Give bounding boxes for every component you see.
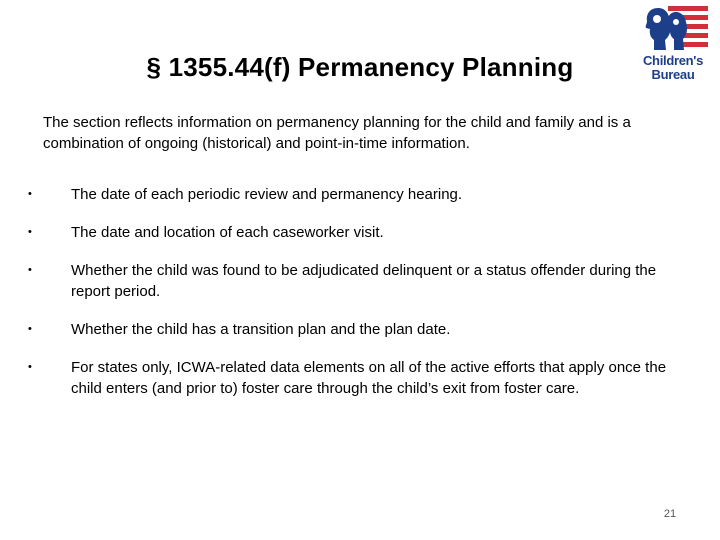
logo-emblem-icon (632, 2, 714, 54)
childrens-bureau-logo (632, 2, 714, 86)
bullet-text: Whether the child has a transition plan and the plan date. (71, 321, 451, 338)
bullet-text: The date and location of each caseworker visit. (71, 224, 384, 241)
bullet-text: For states only, ICWA-related data elements on all of the active efforts that apply once the child enters (and prior to) foster care through the child’s exit from foster care. (71, 359, 667, 397)
list-item (28, 319, 688, 340)
logo-text-line2: Bureau (651, 67, 695, 82)
page-number: 21 (663, 508, 677, 520)
bullet-text: The date of each periodic review and permanency hearing. (71, 186, 463, 203)
slide-title-text: § 1355.44(f) Permanency Planning (146, 52, 574, 82)
logo-text-line1: Children's (642, 53, 704, 68)
bullet-marker: • (28, 188, 32, 200)
bullet-marker: • (28, 323, 32, 335)
logo-wordmark (632, 54, 714, 82)
slide-title (0, 52, 720, 83)
bullet-marker: • (28, 264, 32, 276)
bullet-list (28, 184, 688, 416)
list-item (28, 184, 688, 205)
bullet-text: Whether the child was found to be adjudicated delinquent or a status offender during the report period. (71, 262, 657, 300)
bullet-marker: • (28, 361, 32, 373)
list-item (28, 260, 688, 302)
list-item (28, 222, 688, 243)
intro-paragraph: The section reflects information on permanency planning for the child and family and is a combination of ongoing (historical) and point-in-time information. (43, 114, 631, 152)
list-item (28, 357, 688, 399)
bullet-marker: • (28, 226, 32, 238)
